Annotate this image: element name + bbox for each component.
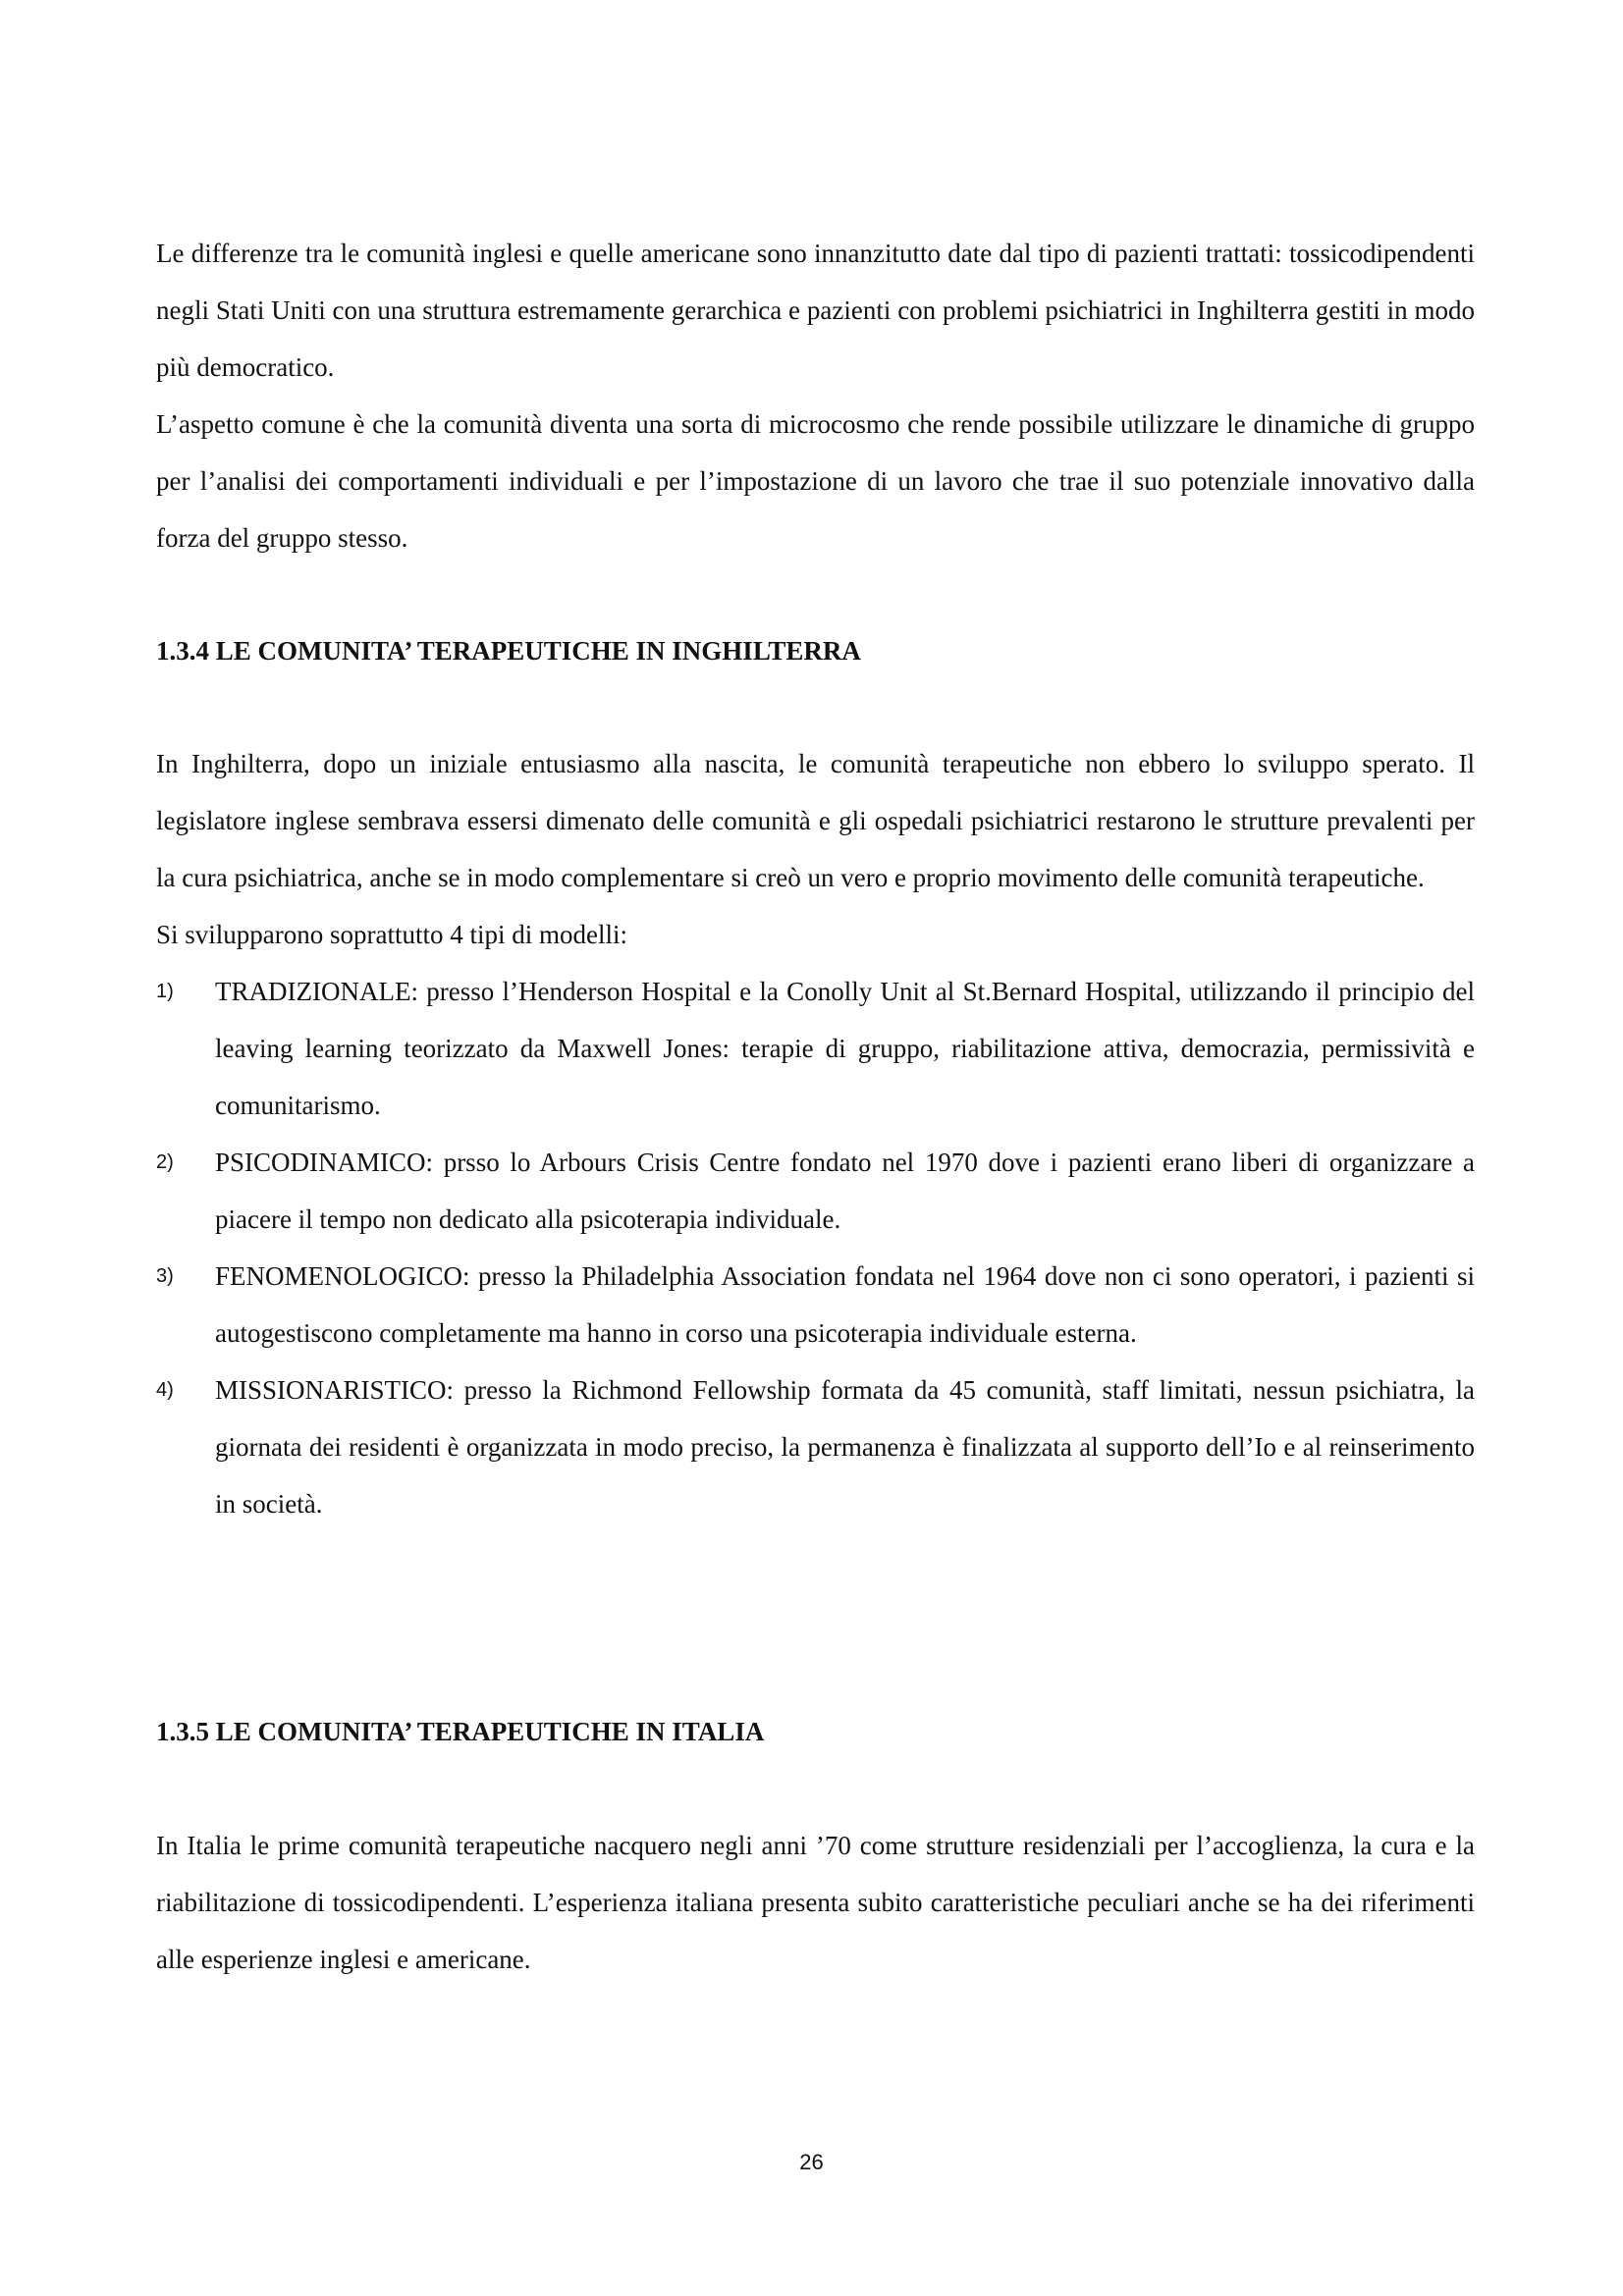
- list-text: MISSIONARISTICO: presso la Richmond Fellowship formata da 45 comunità, staff limitati, nessun psichiatra, la giornata dei residenti è organizzata in modo preciso, la permanenza è finalizzata al supporto dell’Io e al reinserimento in società.: [215, 1375, 1475, 1519]
- heading: 1.3.4 LE COMUNITA’ TERAPEUTICHE IN INGHILTERRA: [156, 636, 861, 666]
- list-item: [156, 1362, 1475, 1532]
- list-text: FENOMENOLOGICO: presso la Philadelphia Association fondata nel 1964 dove non ci sono operatori, i pazienti si autogestiscono completamente ma hanno in corso una psicoterapia individuale esterna.: [215, 1261, 1475, 1348]
- paragraph: L’aspetto comune è che la comunità diventa una sorta di microcosmo che rende possibile utilizzare le dinamiche di gruppo per l’analisi dei comportamenti individuali e per l’impostazione di un lavoro che trae il suo potenziale innovativo dalla forza del gruppo stesso.: [156, 409, 1475, 553]
- list-item: [156, 963, 1475, 1134]
- section-1-3-4-body: [156, 735, 1475, 1532]
- list-item: [156, 1134, 1475, 1248]
- list-text: TRADIZIONALE: presso l’Henderson Hospital e la Conolly Unit al St.Bernard Hospital, utilizzando il principio del leaving learning teorizzato da Maxwell Jones: terapie di gruppo, riabilitazione attiva, democrazia, permissività e comunitarismo.: [215, 977, 1475, 1120]
- models-list: [156, 963, 1475, 1532]
- section-heading-1-3-4: [156, 622, 1475, 679]
- list-text: PSICODINAMICO: prsso lo Arbours Crisis Centre fondato nel 1970 dove i pazienti erano liberi di organizzare a piacere il tempo non dedicato alla psicoterapia individuale.: [215, 1148, 1475, 1234]
- intro-section: [156, 225, 1475, 566]
- paragraph: In Inghilterra, dopo un iniziale entusiasmo alla nascita, le comunità terapeutiche non ebbero lo sviluppo sperato. Il legislatore inglese sembrava essersi dimenato delle comunità e gli ospedali psichiatrici restarono le strutture prevalenti per la cura psichiatrica, anche se in modo complementare si creò un vero e proprio movimento delle comunità terapeutiche.: [156, 749, 1475, 892]
- paragraph: In Italia le prime comunità terapeutiche nacquero negli anni ’70 come strutture residenziali per l’accoglienza, la cura e la riabilitazione di tossicodipendenti. L’esperienza italiana presenta subito caratteristiche peculiari anche se ha dei riferimenti alle esperienze inglesi e americane.: [156, 1831, 1475, 1974]
- heading: 1.3.5 LE COMUNITA’ TERAPEUTICHE IN ITALIA: [156, 1717, 765, 1746]
- list-number: 2): [156, 1151, 174, 1173]
- list-number: 3): [156, 1265, 174, 1287]
- list-item: [156, 1248, 1475, 1362]
- page-number: 26: [799, 2150, 824, 2174]
- list-number: 1): [156, 981, 174, 1002]
- section-1-3-5-body: [156, 1817, 1475, 1988]
- list-number: 4): [156, 1379, 174, 1401]
- list-intro: Si svilupparono soprattutto 4 tipi di modelli:: [156, 920, 627, 949]
- paragraph: Le differenze tra le comunità inglesi e quelle americane sono innanzitutto date dal tipo di pazienti trattati: tossicodipendenti negli Stati Uniti con una struttura estremamente gerarchica e pazienti con problemi psichiatrici in Inghilterra gestiti in modo più democratico.: [156, 239, 1475, 382]
- section-heading-1-3-5: [156, 1703, 1475, 1760]
